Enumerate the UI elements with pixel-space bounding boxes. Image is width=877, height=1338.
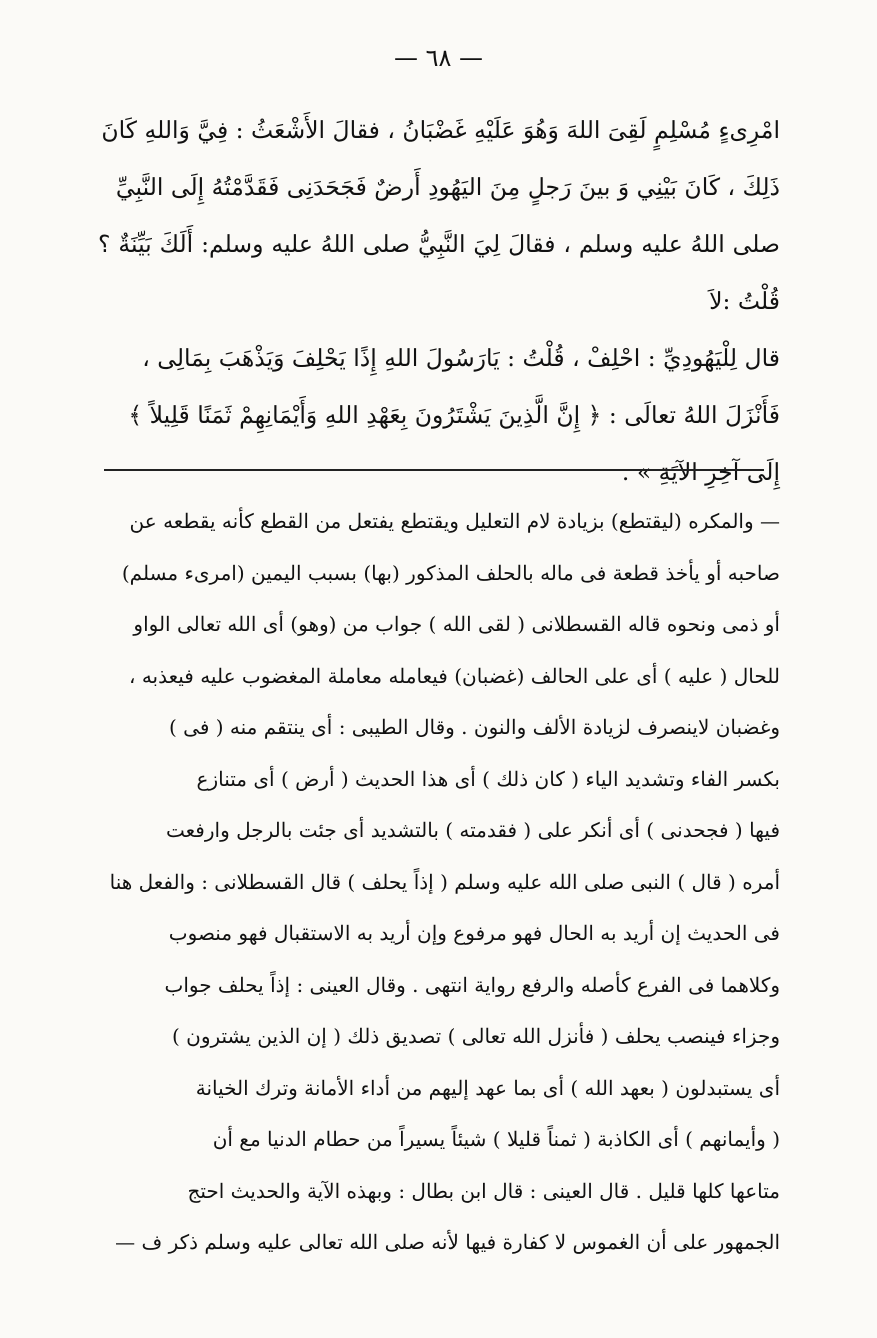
commentary-line: وغضبان لاينصرف لزيادة الألف والنون . وقال الطيبى : أى ينتقم منه ( فى ) <box>168 715 780 739</box>
hadith-text <box>98 102 780 501</box>
hadith-line: فَأَنْزَلَ اللهُ تعالَى : ﴿ إِنَّ الَّذِينَ يَشْتَرُونَ بِعَهْدِ اللهِ وَأَيْمَانِهِمْ ثَمَنًا قَلِيلاً ﴾ <box>128 401 780 429</box>
commentary-line: أو ذمى ونحوه قاله القسطلانى ( لقى الله ) جواب من (وهو) أى الله تعالى الواو <box>133 612 780 636</box>
hadith-line: ذَلِكَ ، كَانَ بَيْنِي وَ بينَ رَجلٍ مِنَ اليَهُودِ أَرضٌ فَجَحَدَنِى فَقَدَّمْتُهُ إِلَى النَّبِيِّ <box>115 173 780 201</box>
commentary-line: للحال ( عليه ) أى على الحالف (غضبان) فيعامله معاملة المغضوب عليه فيعذبه ، <box>129 663 780 688</box>
page-number: — ٦٨ — <box>393 44 484 72</box>
commentary-line: وجزاء فينصب يحلف ( فأنزل الله تعالى ) تصديق ذلك ( إن الذين يشترون ) <box>171 1024 780 1048</box>
commentary-line: الجمهور على أن الغموس لا كفارة فيها لأنه صلى الله تعالى عليه وسلم ذكر ف — <box>115 1230 780 1254</box>
commentary-line: أى يستبدلون ( بعهد الله ) أى بما عهد إليهم من أداء الأمانة وترك الخيانة <box>195 1075 780 1100</box>
footnote-divider <box>104 469 764 471</box>
commentary-line: بكسر الفاء وتشديد الياء ( كان ذلك ) أى هذا الحديث ( أرض ) أى متنازع <box>196 766 780 791</box>
commentary-line: وكلاهما فى الفرع كأصله والرفع رواية انتهى . وقال العينى : إذاً يحلف جواب <box>164 972 780 997</box>
hadith-line: قال لِلْيَهُودِيِّ : احْلِفْ ، قُلْتُ : يَارَسُولَ اللهِ إِذًا يَحْلِفَ وَيَذْهَبَ بِمَالِى ، <box>142 344 780 372</box>
commentary-line: متاعها كلها قليل . قال العينى : قال ابن بطال : وبهذه الآية والحديث احتج <box>187 1178 780 1203</box>
hadith-line: إِلَى آخِرِ الآيَةِ » . <box>621 458 780 486</box>
hadith-line: امْرِىءٍ مُسْلِمٍ لَقِىَ اللهَ وَهُوَ عَلَيْهِ غَضْبَانُ ، فقالَ الأَشْعَثُ : فِيَّ وَاللهِ كَانَ <box>101 116 780 144</box>
commentary-line: أمره ( قال ) النبى صلى الله عليه وسلم ( إذاً يحلف ) قال القسطلانى : والفعل هنا <box>109 869 780 894</box>
commentary-line: ( وأيمانهم ) أى الكاذبة ( ثمناً قليلا ) شيئاً يسيراً من حطام الدنيا مع أن <box>212 1127 780 1151</box>
commentary-line: فيها ( فجحدنى ) أى أنكر على ( فقدمته ) بالتشديد أى جئت بالرجل وارفعت <box>166 818 780 842</box>
commentary-line: فى الحديث إن أريد به الحال فهو مرفوع وإن أريد به الاستقبال فهو منصوب <box>168 921 780 945</box>
commentary-line: — والمكره (ليقتطع) بزيادة لام التعليل ويقتطع يفتعل من القطع كأنه يقطعه عن <box>129 509 780 533</box>
commentary-text <box>100 496 780 1269</box>
hadith-line: صلى اللهُ عليه وسلم ، فقالَ لِيَ النَّبِيُّ صلى اللهُ عليه وسلم: أَلَكَ بَيِّنَةٌ ؟ قُلْتُ :لاَ <box>98 230 780 315</box>
commentary-line: صاحبه أو يأخذ قطعة فى ماله بالحلف المذكور (بها) بسبب اليمين (امرىء مسلم) <box>121 560 780 585</box>
